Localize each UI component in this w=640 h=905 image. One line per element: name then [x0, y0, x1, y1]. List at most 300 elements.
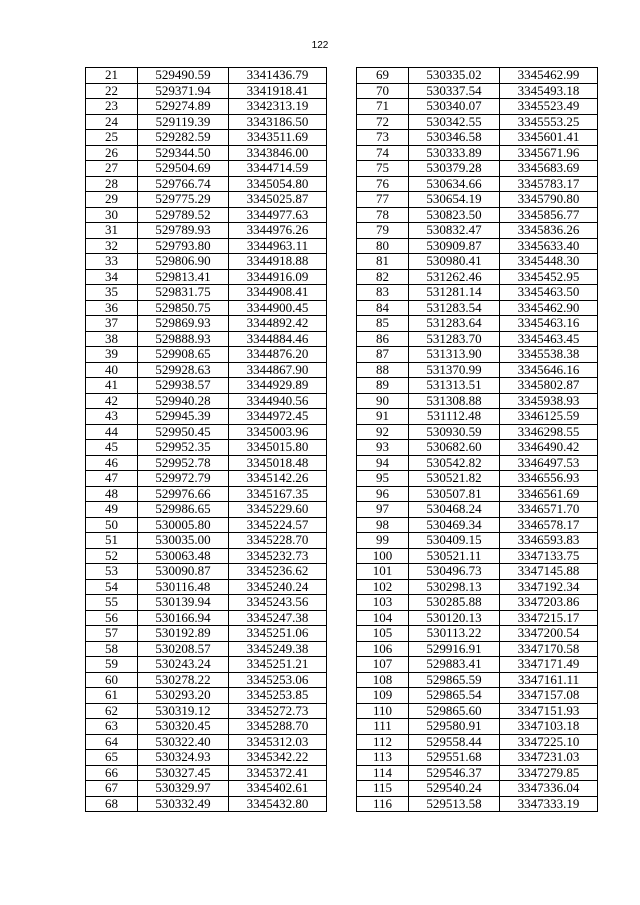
table-row [86, 471, 327, 487]
point-number-cell: 46 [86, 455, 138, 471]
table-row [86, 548, 327, 564]
point-number-cell: 21 [86, 68, 138, 84]
x-coordinate-cell: 530468.24 [409, 502, 500, 518]
x-coordinate-cell: 529546.37 [409, 765, 500, 781]
y-coordinate-cell: 3345272.73 [229, 703, 327, 719]
point-number-cell: 50 [86, 517, 138, 533]
point-number-cell: 58 [86, 641, 138, 657]
point-number-cell: 110 [357, 703, 409, 719]
point-number-cell: 57 [86, 626, 138, 642]
y-coordinate-cell: 3345856.77 [500, 207, 598, 223]
table-row [86, 533, 327, 549]
x-coordinate-cell: 530116.48 [138, 579, 229, 595]
y-coordinate-cell: 3345802.87 [500, 378, 598, 394]
table-row [86, 517, 327, 533]
y-coordinate-cell: 3345142.26 [229, 471, 327, 487]
point-number-cell: 28 [86, 176, 138, 192]
y-coordinate-cell: 3344884.46 [229, 331, 327, 347]
point-number-cell: 92 [357, 424, 409, 440]
point-number-cell: 113 [357, 750, 409, 766]
x-coordinate-cell: 530243.24 [138, 657, 229, 673]
table-row [86, 595, 327, 611]
x-coordinate-cell: 529513.58 [409, 796, 500, 812]
y-coordinate-cell: 3344714.59 [229, 161, 327, 177]
x-coordinate-cell: 530469.34 [409, 517, 500, 533]
point-number-cell: 54 [86, 579, 138, 595]
point-number-cell: 24 [86, 114, 138, 130]
y-coordinate-cell: 3347170.58 [500, 641, 598, 657]
x-coordinate-cell: 530120.13 [409, 610, 500, 626]
x-coordinate-cell: 530285.88 [409, 595, 500, 611]
x-coordinate-cell: 530324.93 [138, 750, 229, 766]
table-row [86, 610, 327, 626]
point-number-cell: 62 [86, 703, 138, 719]
x-coordinate-cell: 529986.65 [138, 502, 229, 518]
point-number-cell: 108 [357, 672, 409, 688]
y-coordinate-cell: 3347103.18 [500, 719, 598, 735]
y-coordinate-cell: 3344916.09 [229, 269, 327, 285]
x-coordinate-cell: 530507.81 [409, 486, 500, 502]
x-coordinate-cell: 530113.22 [409, 626, 500, 642]
x-coordinate-cell: 529766.74 [138, 176, 229, 192]
y-coordinate-cell: 3347133.75 [500, 548, 598, 564]
table-row [86, 409, 327, 425]
table-row [357, 657, 598, 673]
x-coordinate-cell: 529789.93 [138, 223, 229, 239]
y-coordinate-cell: 3347225.10 [500, 734, 598, 750]
table-row [357, 533, 598, 549]
table-row [357, 409, 598, 425]
x-coordinate-cell: 530333.89 [409, 145, 500, 161]
point-number-cell: 82 [357, 269, 409, 285]
point-number-cell: 106 [357, 641, 409, 657]
point-number-cell: 81 [357, 254, 409, 270]
table-row [357, 440, 598, 456]
y-coordinate-cell: 3345493.18 [500, 83, 598, 99]
x-coordinate-cell: 530063.48 [138, 548, 229, 564]
table-row [86, 300, 327, 316]
table-row [357, 393, 598, 409]
point-number-cell: 109 [357, 688, 409, 704]
table-row [357, 750, 598, 766]
x-coordinate-cell: 530320.45 [138, 719, 229, 735]
x-coordinate-cell: 530379.28 [409, 161, 500, 177]
y-coordinate-cell: 3346490.42 [500, 440, 598, 456]
y-coordinate-cell: 3344908.41 [229, 285, 327, 301]
y-coordinate-cell: 3345312.03 [229, 734, 327, 750]
table-row [357, 269, 598, 285]
x-coordinate-cell: 530682.60 [409, 440, 500, 456]
y-coordinate-cell: 3346556.93 [500, 471, 598, 487]
x-coordinate-cell: 530521.82 [409, 471, 500, 487]
point-number-cell: 104 [357, 610, 409, 626]
y-coordinate-cell: 3345372.41 [229, 765, 327, 781]
y-coordinate-cell: 3346125.59 [500, 409, 598, 425]
point-number-cell: 53 [86, 564, 138, 580]
table-row [86, 502, 327, 518]
point-number-cell: 114 [357, 765, 409, 781]
point-number-cell: 98 [357, 517, 409, 533]
point-number-cell: 59 [86, 657, 138, 673]
y-coordinate-cell: 3343186.50 [229, 114, 327, 130]
point-number-cell: 76 [357, 176, 409, 192]
coordinates-table-right [356, 67, 598, 812]
x-coordinate-cell: 529869.93 [138, 316, 229, 332]
x-coordinate-cell: 530521.11 [409, 548, 500, 564]
y-coordinate-cell: 3344976.26 [229, 223, 327, 239]
y-coordinate-cell: 3346571.70 [500, 502, 598, 518]
point-number-cell: 94 [357, 455, 409, 471]
point-number-cell: 100 [357, 548, 409, 564]
point-number-cell: 78 [357, 207, 409, 223]
x-coordinate-cell: 529806.90 [138, 254, 229, 270]
y-coordinate-cell: 3345538.38 [500, 347, 598, 363]
table-row [86, 719, 327, 735]
y-coordinate-cell: 3347333.19 [500, 796, 598, 812]
y-coordinate-cell: 3345232.73 [229, 548, 327, 564]
y-coordinate-cell: 3347161.11 [500, 672, 598, 688]
x-coordinate-cell: 530319.12 [138, 703, 229, 719]
y-coordinate-cell: 3346497.53 [500, 455, 598, 471]
x-coordinate-cell: 531313.90 [409, 347, 500, 363]
table-row [86, 393, 327, 409]
table-row [357, 626, 598, 642]
y-coordinate-cell: 3345236.62 [229, 564, 327, 580]
table-row [86, 83, 327, 99]
point-number-cell: 41 [86, 378, 138, 394]
table-row [86, 641, 327, 657]
point-number-cell: 93 [357, 440, 409, 456]
x-coordinate-cell: 530298.13 [409, 579, 500, 595]
point-number-cell: 91 [357, 409, 409, 425]
x-coordinate-cell: 529945.39 [138, 409, 229, 425]
y-coordinate-cell: 3344876.20 [229, 347, 327, 363]
table-row [357, 145, 598, 161]
point-number-cell: 52 [86, 548, 138, 564]
x-coordinate-cell: 529883.41 [409, 657, 500, 673]
table-row [357, 595, 598, 611]
table-row [86, 362, 327, 378]
y-coordinate-cell: 3346561.69 [500, 486, 598, 502]
y-coordinate-cell: 3341918.41 [229, 83, 327, 99]
y-coordinate-cell: 3345671.96 [500, 145, 598, 161]
y-coordinate-cell: 3347171.49 [500, 657, 598, 673]
x-coordinate-cell: 530823.50 [409, 207, 500, 223]
table-row [86, 192, 327, 208]
point-number-cell: 39 [86, 347, 138, 363]
x-coordinate-cell: 529490.59 [138, 68, 229, 84]
y-coordinate-cell: 3345251.06 [229, 626, 327, 642]
y-coordinate-cell: 3344972.45 [229, 409, 327, 425]
y-coordinate-cell: 3345633.40 [500, 238, 598, 254]
y-coordinate-cell: 3345938.93 [500, 393, 598, 409]
point-number-cell: 95 [357, 471, 409, 487]
y-coordinate-cell: 3345249.38 [229, 641, 327, 657]
point-number-cell: 102 [357, 579, 409, 595]
y-coordinate-cell: 3345288.70 [229, 719, 327, 735]
point-number-cell: 61 [86, 688, 138, 704]
y-coordinate-cell: 3344929.89 [229, 378, 327, 394]
point-number-cell: 37 [86, 316, 138, 332]
table-row [357, 424, 598, 440]
x-coordinate-cell: 529282.59 [138, 130, 229, 146]
x-coordinate-cell: 531370.99 [409, 362, 500, 378]
x-coordinate-cell: 531283.70 [409, 331, 500, 347]
x-coordinate-cell: 530909.87 [409, 238, 500, 254]
table-row [357, 161, 598, 177]
x-coordinate-cell: 530035.00 [138, 533, 229, 549]
point-number-cell: 35 [86, 285, 138, 301]
table-row [86, 781, 327, 797]
x-coordinate-cell: 531112.48 [409, 409, 500, 425]
table-row [357, 207, 598, 223]
point-number-cell: 85 [357, 316, 409, 332]
point-number-cell: 44 [86, 424, 138, 440]
table-row [357, 641, 598, 657]
table-row [86, 703, 327, 719]
table-row [357, 719, 598, 735]
point-number-cell: 75 [357, 161, 409, 177]
point-number-cell: 112 [357, 734, 409, 750]
point-number-cell: 87 [357, 347, 409, 363]
y-coordinate-cell: 3346593.83 [500, 533, 598, 549]
point-number-cell: 31 [86, 223, 138, 239]
y-coordinate-cell: 3344900.45 [229, 300, 327, 316]
y-coordinate-cell: 3345683.69 [500, 161, 598, 177]
x-coordinate-cell: 529950.45 [138, 424, 229, 440]
y-coordinate-cell: 3345553.25 [500, 114, 598, 130]
y-coordinate-cell: 3342313.19 [229, 99, 327, 115]
table-row [86, 130, 327, 146]
point-number-cell: 48 [86, 486, 138, 502]
table-row [357, 796, 598, 812]
point-number-cell: 99 [357, 533, 409, 549]
table-row [86, 734, 327, 750]
x-coordinate-cell: 529813.41 [138, 269, 229, 285]
y-coordinate-cell: 3344963.11 [229, 238, 327, 254]
point-number-cell: 83 [357, 285, 409, 301]
x-coordinate-cell: 530654.19 [409, 192, 500, 208]
point-number-cell: 25 [86, 130, 138, 146]
y-coordinate-cell: 3345054.80 [229, 176, 327, 192]
y-coordinate-cell: 3347145.88 [500, 564, 598, 580]
x-coordinate-cell: 529865.60 [409, 703, 500, 719]
y-coordinate-cell: 3345452.95 [500, 269, 598, 285]
table-row [86, 626, 327, 642]
y-coordinate-cell: 3345240.24 [229, 579, 327, 595]
table-row [86, 68, 327, 84]
x-coordinate-cell: 530542.82 [409, 455, 500, 471]
table-row [357, 579, 598, 595]
y-coordinate-cell: 3347203.86 [500, 595, 598, 611]
table-row [357, 347, 598, 363]
table-row [86, 238, 327, 254]
table-row [357, 610, 598, 626]
point-number-cell: 65 [86, 750, 138, 766]
table-row [357, 331, 598, 347]
y-coordinate-cell: 3345253.85 [229, 688, 327, 704]
y-coordinate-cell: 3344977.63 [229, 207, 327, 223]
point-number-cell: 111 [357, 719, 409, 735]
point-number-cell: 56 [86, 610, 138, 626]
x-coordinate-cell: 531308.88 [409, 393, 500, 409]
table-row [357, 83, 598, 99]
point-number-cell: 33 [86, 254, 138, 270]
point-number-cell: 72 [357, 114, 409, 130]
table-row [357, 564, 598, 580]
x-coordinate-cell: 529580.91 [409, 719, 500, 735]
y-coordinate-cell: 3345228.70 [229, 533, 327, 549]
y-coordinate-cell: 3345247.38 [229, 610, 327, 626]
point-number-cell: 89 [357, 378, 409, 394]
table-row [86, 254, 327, 270]
x-coordinate-cell: 530139.94 [138, 595, 229, 611]
x-coordinate-cell: 529972.79 [138, 471, 229, 487]
table-row [86, 207, 327, 223]
y-coordinate-cell: 3347151.93 [500, 703, 598, 719]
point-number-cell: 79 [357, 223, 409, 239]
x-coordinate-cell: 529952.78 [138, 455, 229, 471]
y-coordinate-cell: 3347279.85 [500, 765, 598, 781]
table-row [357, 68, 598, 84]
point-number-cell: 63 [86, 719, 138, 735]
point-number-cell: 29 [86, 192, 138, 208]
x-coordinate-cell: 529540.24 [409, 781, 500, 797]
table-row [357, 114, 598, 130]
y-coordinate-cell: 3345229.60 [229, 502, 327, 518]
table-row [86, 145, 327, 161]
x-coordinate-cell: 530342.55 [409, 114, 500, 130]
y-coordinate-cell: 3345462.90 [500, 300, 598, 316]
x-coordinate-cell: 529831.75 [138, 285, 229, 301]
point-number-cell: 70 [357, 83, 409, 99]
x-coordinate-cell: 529952.35 [138, 440, 229, 456]
x-coordinate-cell: 530335.02 [409, 68, 500, 84]
table-row [86, 750, 327, 766]
table-row [86, 331, 327, 347]
x-coordinate-cell: 529775.29 [138, 192, 229, 208]
point-number-cell: 60 [86, 672, 138, 688]
x-coordinate-cell: 529504.69 [138, 161, 229, 177]
x-coordinate-cell: 531281.14 [409, 285, 500, 301]
table-row [86, 672, 327, 688]
x-coordinate-cell: 529916.91 [409, 641, 500, 657]
x-coordinate-cell: 530278.22 [138, 672, 229, 688]
x-coordinate-cell: 529558.44 [409, 734, 500, 750]
x-coordinate-cell: 529865.54 [409, 688, 500, 704]
table-row [86, 114, 327, 130]
point-number-cell: 64 [86, 734, 138, 750]
y-coordinate-cell: 3345836.26 [500, 223, 598, 239]
y-coordinate-cell: 3345251.21 [229, 657, 327, 673]
point-number-cell: 96 [357, 486, 409, 502]
x-coordinate-cell: 531283.54 [409, 300, 500, 316]
point-number-cell: 86 [357, 331, 409, 347]
x-coordinate-cell: 529865.59 [409, 672, 500, 688]
x-coordinate-cell: 529938.57 [138, 378, 229, 394]
point-number-cell: 115 [357, 781, 409, 797]
table-row [86, 688, 327, 704]
y-coordinate-cell: 3344918.88 [229, 254, 327, 270]
table-row [86, 161, 327, 177]
x-coordinate-cell: 530346.58 [409, 130, 500, 146]
table-row [357, 238, 598, 254]
table-row [86, 378, 327, 394]
y-coordinate-cell: 3345790.80 [500, 192, 598, 208]
x-coordinate-cell: 530192.89 [138, 626, 229, 642]
x-coordinate-cell: 530340.07 [409, 99, 500, 115]
table-row [357, 688, 598, 704]
point-number-cell: 42 [86, 393, 138, 409]
x-coordinate-cell: 529940.28 [138, 393, 229, 409]
point-number-cell: 40 [86, 362, 138, 378]
x-coordinate-cell: 531283.64 [409, 316, 500, 332]
point-number-cell: 45 [86, 440, 138, 456]
y-coordinate-cell: 3346578.17 [500, 517, 598, 533]
y-coordinate-cell: 3341436.79 [229, 68, 327, 84]
point-number-cell: 51 [86, 533, 138, 549]
y-coordinate-cell: 3343511.69 [229, 130, 327, 146]
table-row [86, 440, 327, 456]
x-coordinate-cell: 529793.80 [138, 238, 229, 254]
x-coordinate-cell: 530208.57 [138, 641, 229, 657]
table-row [357, 99, 598, 115]
table-row [86, 564, 327, 580]
table-row [86, 796, 327, 812]
point-number-cell: 34 [86, 269, 138, 285]
y-coordinate-cell: 3347157.08 [500, 688, 598, 704]
point-number-cell: 27 [86, 161, 138, 177]
point-number-cell: 97 [357, 502, 409, 518]
point-number-cell: 68 [86, 796, 138, 812]
x-coordinate-cell: 530327.45 [138, 765, 229, 781]
y-coordinate-cell: 3345015.80 [229, 440, 327, 456]
table-row [86, 765, 327, 781]
x-coordinate-cell: 530329.97 [138, 781, 229, 797]
y-coordinate-cell: 3344867.90 [229, 362, 327, 378]
table-row [357, 781, 598, 797]
x-coordinate-cell: 531313.51 [409, 378, 500, 394]
coordinates-table-left [85, 67, 327, 812]
table-row [86, 99, 327, 115]
y-coordinate-cell: 3347192.34 [500, 579, 598, 595]
y-coordinate-cell: 3344892.42 [229, 316, 327, 332]
x-coordinate-cell: 529371.94 [138, 83, 229, 99]
point-number-cell: 22 [86, 83, 138, 99]
x-coordinate-cell: 529551.68 [409, 750, 500, 766]
table-row [86, 223, 327, 239]
y-coordinate-cell: 3345402.61 [229, 781, 327, 797]
point-number-cell: 90 [357, 393, 409, 409]
point-number-cell: 26 [86, 145, 138, 161]
y-coordinate-cell: 3345523.49 [500, 99, 598, 115]
table-row [357, 300, 598, 316]
table-row [357, 316, 598, 332]
point-number-cell: 36 [86, 300, 138, 316]
y-coordinate-cell: 3343846.00 [229, 145, 327, 161]
x-coordinate-cell: 529888.93 [138, 331, 229, 347]
y-coordinate-cell: 3346298.55 [500, 424, 598, 440]
y-coordinate-cell: 3347215.17 [500, 610, 598, 626]
table-row [357, 192, 598, 208]
x-coordinate-cell: 530005.80 [138, 517, 229, 533]
x-coordinate-cell: 529119.39 [138, 114, 229, 130]
x-coordinate-cell: 529789.52 [138, 207, 229, 223]
table-row [357, 130, 598, 146]
table-row [86, 657, 327, 673]
x-coordinate-cell: 529908.65 [138, 347, 229, 363]
table-row [357, 362, 598, 378]
